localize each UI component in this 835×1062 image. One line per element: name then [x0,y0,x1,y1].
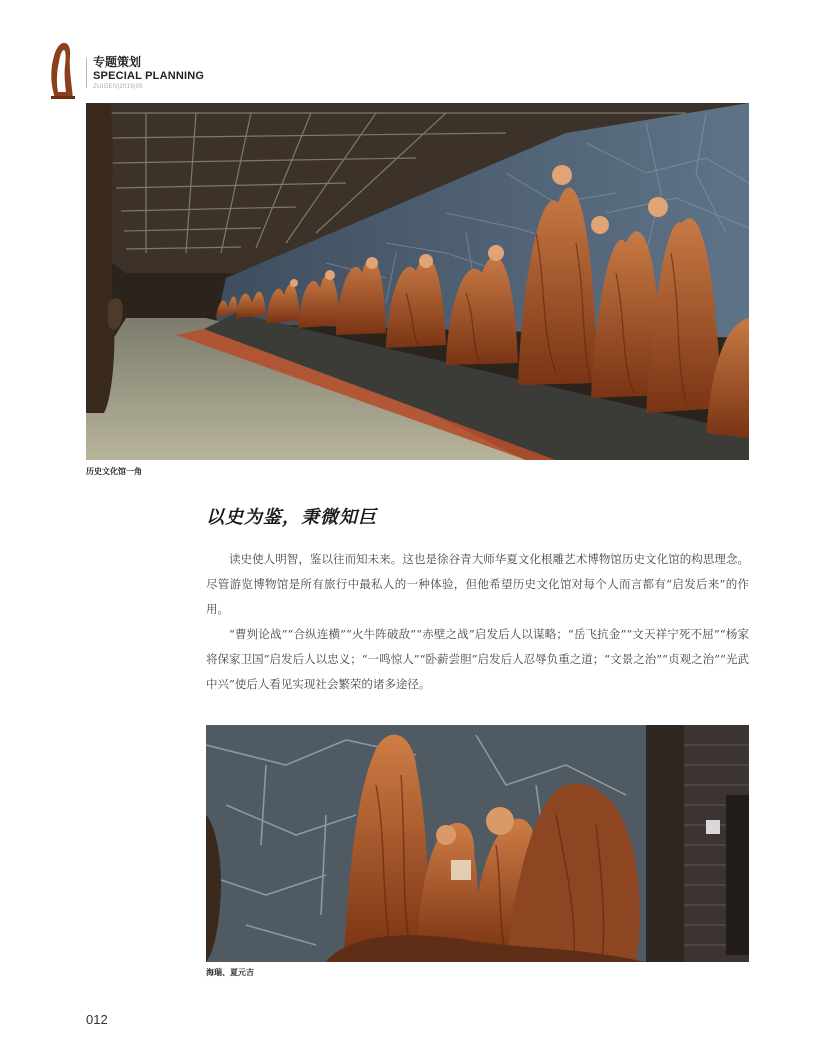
root-carving-logo [46,40,76,100]
history-gallery-photo [86,103,749,460]
article-paragraph: 读史使人明智，鉴以往而知未来。这也是徐谷青大师华夏文化根雕艺术博物馆历史文化馆的构思理念。尽管游览博物馆是所有旅行中最私人的一种体验，但他希望历史文化馆对每个人而言都有“启发后来”的作用。 [206,552,749,616]
section-title-cn: 专题策划 [93,55,142,69]
page-number: 012 [86,1012,108,1027]
hai-rui-xia-yuanji-photo [206,725,749,962]
article-paragraph: “曹刿论战”“合纵连横”“火牛阵破敌”“赤壁之战”启发后人以谋略；“岳飞抗金”“文天祥宁死不屈”“杨家将保家卫国”启发后人以忠义；“一鸣惊人”“卧薪尝胆”启发后人忍辱负重之道；“文景之治”“贞观之治”“光武中兴”使后人看见实现社会繁荣的诸多途径。 [206,627,749,691]
section-title-en: SPECIAL PLANNING [93,70,205,82]
photo-caption-top: 历史文化馆一角 [86,467,142,476]
header-divider [86,58,87,88]
article-title: 以史为鉴，秉微知巨 [206,507,377,528]
issue-label: ZUIGEN|2019|05 [93,84,144,90]
photo-caption-bottom: 海瑞、夏元吉 [206,968,254,977]
section-header [93,56,204,90]
article-body [206,547,749,697]
